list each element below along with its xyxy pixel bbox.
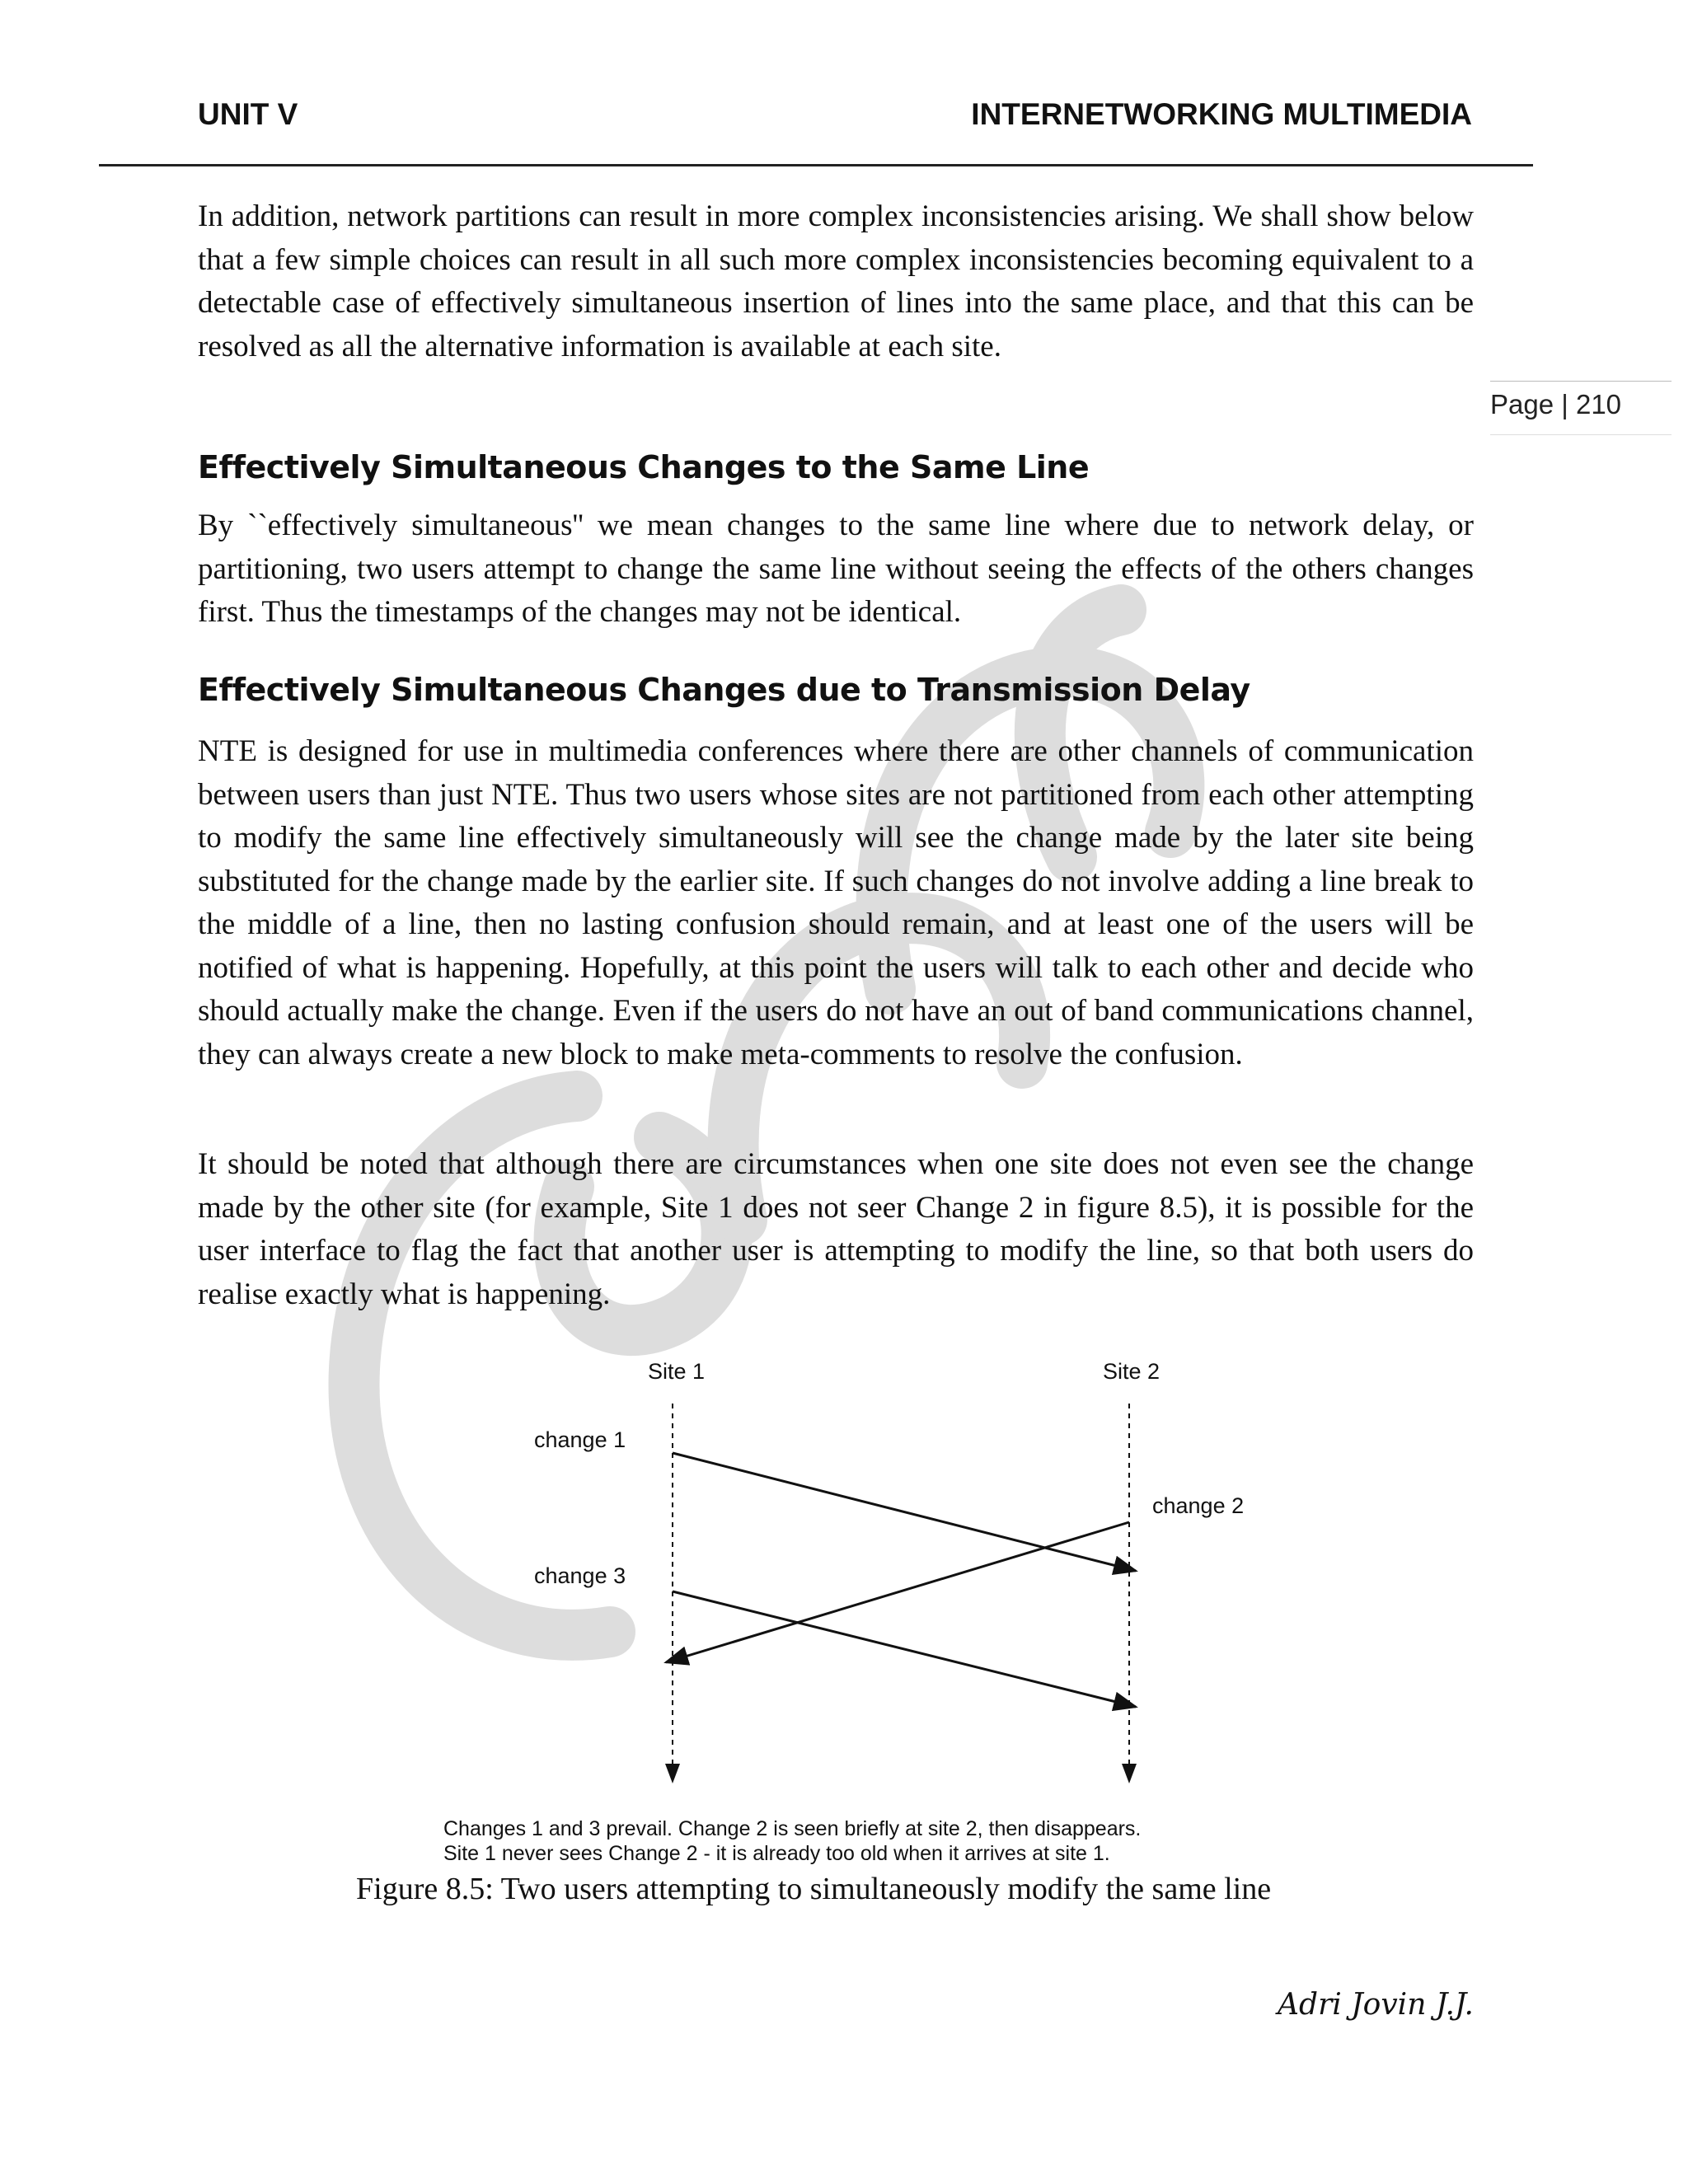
figure-note-line2: Site 1 never sees Change 2 - it is already too old when it arrives at site 1. <box>443 1842 1110 1865</box>
header-title: INTERNETWORKING MULTIMEDIA <box>971 97 1472 131</box>
change2-message-arrow <box>666 1522 1129 1662</box>
figure-note-line1: Changes 1 and 3 prevail. Change 2 is seen briefly at site 2, then disappears. <box>443 1817 1142 1840</box>
change1-message-arrow <box>673 1453 1136 1571</box>
section1-paragraph: By ``effectively simultaneous'' we mean changes to the same line where due to network delay, or partitioning, two users attempt to change the same line without seeing the effects of the others changes first. Thus the timestamps of the changes may not be identical. <box>198 509 1474 629</box>
site2-label: Site 2 <box>1103 1359 1160 1384</box>
change3-label: change 3 <box>534 1563 626 1588</box>
section2-paragraph-1: NTE is designed for use in multimedia conferences where there are other channels of communication between users than just NTE. Thus two users whose sites are not partitioned from each other attempting to modify the same line effectively simultaneously will see the change made by the later site being substituted for the change made by the earlier site. If such changes do not involve adding a line break to the middle of a line, then no lasting confusion should remain, and at least one of the users will be notified of what is happening. Hopefully, at this point the users will talk to each other and decide who should actually make the change. Even if the users do not have an out of band communications channel, they can always create a new block to make meta-comments to resolve the confusion. <box>198 734 1474 1071</box>
site2-timeline-arrowhead <box>1122 1764 1137 1783</box>
page-number: Page | 210 <box>1490 389 1622 419</box>
figure-caption: Figure 8.5: Two users attempting to simultaneously modify the same line <box>356 1872 1272 1906</box>
page-number-rule <box>1490 381 1672 382</box>
header-rule <box>99 164 1533 166</box>
intro-paragraph: In addition, network partitions can result in more complex inconsistencies arising. We shall show below that a few simple choices can result in all such more complex inconsistencies becoming equivalent to a detectable case of effectively simultaneous insertion of lines into the same place, and that this can be resolved as all the alternative information is available at each site. <box>198 199 1474 363</box>
change2-label: change 2 <box>1152 1493 1245 1518</box>
site1-label: Site 1 <box>648 1359 706 1384</box>
site1-timeline-arrowhead <box>665 1764 680 1783</box>
page-number-rule-bottom <box>1490 434 1672 435</box>
author-signature: Adri Jovin J.J. <box>1278 1988 1474 2022</box>
change1-label: change 1 <box>534 1427 626 1452</box>
header-unit: UNIT V <box>198 97 298 131</box>
section2-paragraph-2: It should be noted that although there are circumstances when one site does not even see the change made by the other site (for example, Site 1 does not seer Change 2 in figure 8.5), it is possible for the user interface to flag the fact that another user is attempting to modify the line, so that both users do realise exactly what is happening. <box>198 1147 1474 1311</box>
change3-message-arrow <box>673 1591 1136 1707</box>
section-heading-transmission-delay: Effectively Simultaneous Changes due to Transmission Delay <box>198 672 1250 708</box>
section-heading-same-line: Effectively Simultaneous Changes to the Same Line <box>198 449 1090 485</box>
